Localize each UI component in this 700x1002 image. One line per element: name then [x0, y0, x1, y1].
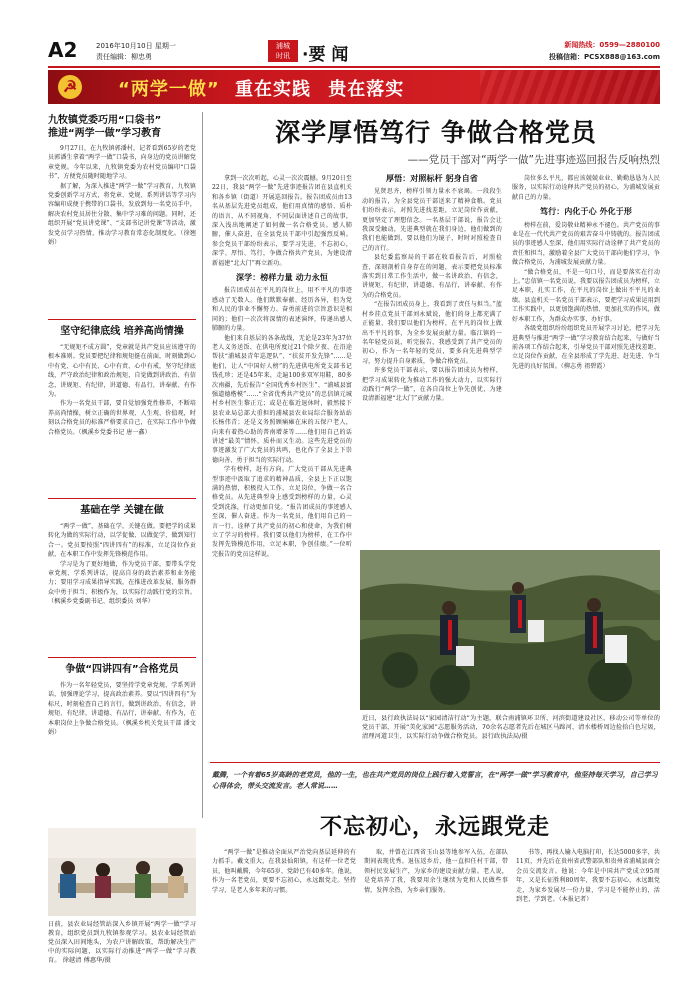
banner-decoration [480, 70, 660, 104]
news-hotline: 新闻热线：0599—2880100 [564, 41, 660, 49]
sidebar-2-title: 坚守纪律底线 培养高尚情操 [60, 326, 184, 337]
sidebar-article-3 [48, 504, 196, 652]
sidebar-article-1 [48, 114, 196, 314]
banner-slogan [118, 75, 404, 101]
sidebar-1-para: 据了解，为深入推进“两学一做”学习教育，九牧镇党委创新学习方式，将党章、党规、系列讲话等学习内容编印成便于携带的口袋书，发放到每一名党员手中，解决农村党员居住分散、集中学习难的问题。同时，还组织开展“党员讲党课”、“支部书记讲党课”等活动，激发党员学习热情，推动学习教育常态化制度化。（徐翘娟） [48, 182, 196, 247]
page-label: A2 [48, 38, 78, 62]
story-col-1 [212, 848, 356, 984]
sidebar-4-body [48, 681, 196, 751]
banner [48, 70, 660, 104]
main-paragraph: 报告团成员在平凡的岗位上，用不平凡的事迹感动了无数人。他们默默奉献、经历各异，但为党和人民的事业不懈努力、奋勇前进的宗旨意识是相同的；他们一次次将深情的表述演绎，传递出感人肺腑的力量。 [212, 287, 352, 333]
main-paragraph: 各级党组织纷纷组织党员开展学习讨论，把学习先进典型与推进“两学一做”学习教育结合起来，与做好当前各项工作结合起来，引导党员干部对照先进找差距、立足岗位作贡献，在全县形成了学先进、赶先进、争当先进的良好氛围。（柳志勇 祖碧霞） [512, 325, 660, 370]
main-paragraph: 他们来自基层的各条战线，无论是23年为37位老人义务送饭、在供电所度过21个除夕夜、在沿途帮扶“浦城县青年巡逻队”、“扶贫开发先锋”……是他们，让人“中国好人榜”的先进供电所党支部书记钱孔珍；还是45年来，走遍100多双军用鞋，80多次南疆，先后报告“全国优秀乡村医生”、“浦城县富强道德楷模”……“全省优秀共产党员”的忠信镇元城村乡村医生黎正元；或是在临近退休时，毅然接下县农业局总部大重担的浦城县农业局综合服务站站长杨伟青；还是义务照顾痛瘫在床的五保户老人，向来有着热心助的普南增茶等……他们用自己的话讲述“最美”情怀，质朴而又生动。这些先进党员的事迹激发了广大党员的共鸣，也化作了全县上下崇德向善、勇于担当的实际行动。 [212, 334, 352, 464]
main-paragraph: 县纪委监察局的干部在收看报告后，对照检查，深刻剖析自身存在的问题，表示要把党员标准落实到日常工作生活中，做一名讲政治、有信念，讲规矩、有纪律，讲道德、有品行，讲奉献、有作为的合格党员。 [362, 254, 502, 299]
section-name: ·要 闻 [302, 45, 349, 65]
sidebar-3-para: “两学一做”，基础在学，关键在做。要把学的成果转化为做的实际行动，以学促做、以做促学，做到知行合一。党员要按照“四讲四有”的标准，立足岗位作贡献，在本职工作中发挥先锋模范作用。 [48, 523, 196, 559]
sidebar-3-title: 基础在学 关键在做 [80, 505, 164, 516]
main-paragraph: “做合格党员，不是一句口号，而是要落实在行动上。”忠信镇一名党员说，我要以报告团成员为榜样，立足本职，扎实工作，在平凡的岗位上做出不平凡的业绩。县直机关一名党员干部表示，要把学习成果运用到工作实践中，以更加饱满的热情、更加扎实的作风，做好本职工作，为群众办实事、办好事。 [512, 268, 660, 323]
sidebar-1-body [48, 144, 196, 314]
main-paragraph: 见贤思齐，榜样引领力量永不衰竭。一段段生动的报告，为全县党员干部送来了精神食粮。党员们纷纷表示，对照先进找差距，立足岗位作贡献，更加坚定了理想信念。一名基层干部说，报告会让我深受触动，先进典型就在我们身边，他们做到的我们也能做到，要以他们为镜子，时时对照检查自己的言行。 [362, 188, 502, 252]
sidebar-2-body [48, 343, 196, 493]
main-paragraph: 许多党员干部表示，要以报告团成员为榜样，把学习成果转化为推动工作的强大动力，以实际行动践行“两学一做”，在各自岗位上争先创优，为建设清新福建“北大门”贡献力量。 [362, 367, 502, 403]
main-article-subtitle: ——党员干部对“两学一做”先进事迹巡回报告反响热烈 [407, 154, 660, 166]
training-photo-caption: 日前，县农业局经管站深入乡镇开展“两学一做”学习教育，组织党员到九牧镇参观学习。县农业局经管站党员深入田间地头，为农户讲解政策，帮助解决生产中的实际问题，以实际行动推进“两学一做”学习教育。 徐越清 傅惠华/摄 [48, 921, 196, 964]
banner-quote: “两学一做” [118, 79, 220, 100]
story-col-2 [364, 848, 508, 984]
story-paragraph: “两学一做”是推动全面从严治党向基层延伸的有力抓手。戴文重大，在我县仙阳镇，有这样一位老党员，他叫戴腾，今年65岁，党龄已有40多年。他说，作为一名老党员，更要不忘初心，永远跟党走。坚持学习，是老人多年来的习惯。 [212, 849, 356, 894]
story-paragraph: 取，并曾在江西省玉山县等地参军入伍，在部队期间表现优秀。退伍返乡后，他一直担任村干部，带领村民发展生产，为家乡的建设贡献力量。老人说，是党培养了我，我要用余生继续为党和人民做些事情，发挥余热，为乡亲们服务。 [364, 849, 508, 894]
sidebar-divider [48, 319, 196, 320]
volunteers-photo-art [360, 550, 660, 710]
story-col-3 [516, 848, 660, 984]
brand-bottom: 时讯 [276, 52, 290, 60]
sidebar-3-body [48, 522, 196, 652]
main-section-head: 笃行：内化于心 外化于形 [540, 207, 632, 217]
page-header [48, 38, 660, 66]
sidebar-divider [48, 657, 196, 658]
main-paragraph: 榜样在前，爱岗敬业精神永不褪色。共产党员的事业是在一代代共产党员的艰苦奋斗中铸就的。报告团成员的事迹感人至深，他们用实际行动诠释了共产党员的责任和担当，激励着全县广大党员干部向他们学习，争做合格党员，为浦城发展贡献力量。 [512, 221, 660, 267]
main-col-2 [362, 174, 502, 546]
sidebar-1-title-line1: 九牧镇党委巧用“口袋书” [48, 115, 162, 126]
main-paragraph: 学有榜样，赶有方向。广大党员干部从先进典型事迹中汲取了追求的精神品质，全县上下正以饱满的热情，积极投入工作，立足岗位，争做一名合格党员。从先进典型身上感受到榜样的力量，心灵受到洗涤，行动更加自觉。“报告团成员的事迹感人至深，催人奋进。作为一名党员，他们用自己的一言一行，诠释了共产党员的初心和使命，为我们树立了学习的榜样。我们要以他们为榜样，在工作中发挥先锋模范作用，立足本职，争创佳绩。”一位听完报告的党员这样说。 [212, 466, 352, 558]
main-col-3 [512, 174, 660, 546]
sidebar-4-para: 作为一名年轻党员，要坚持学党章党规、学系列讲话，加强理论学习，提高政治素养。要以“四讲四有”为标尺，时刻检查自己的言行，做到讲政治、有信念，讲规矩、有纪律，讲道德、有品行，讲奉献、有作为，在本职岗位上争做合格党员。（枫溪乡机关党员干部 潘文娟） [48, 682, 196, 737]
main-section-head: 厚悟：对照标杆 躬身自省 [386, 174, 478, 183]
main-article-title: 深学厚悟笃行 争做合格党员 [275, 118, 597, 147]
training-photo-art [48, 828, 196, 916]
sidebar-divider [48, 498, 196, 499]
brand-logo [268, 40, 298, 62]
volunteers-photo [360, 550, 660, 710]
main-section-head: 深学：榜样力量 动力永恒 [236, 273, 328, 283]
sidebar-2-para: “无规矩不成方圆”，党章就是共产党员应该遵守的根本准则。党员要把纪律和规矩挺在前面，时刻做到心中有党、心中有民、心中有责、心中有戒，坚守纪律底线，严守政治纪律和政治规矩，自觉做到讲政治、有信念，讲规矩、有纪律，讲道德、有品行，讲奉献、有作为。 [48, 344, 196, 399]
main-paragraph: 拿到一次次听起，心灵一次次震撼。9月20日至22日，我县“两学一做”先进事迹报告团在县直机关和各乡镇（街道）开展巡回报告。报告团成员由13名从基层先进党员组成，他们用真情的感悟、质朴的语言，从不同视角、不同层面讲述自己的故事，深入浅出地阐述了如何做一名合格党员。感人肺腑，催人奋进，在全县党员干部中引起强烈反响。参会党员干部纷纷表示，要学习先进，不忘初心，深学、厚悟、笃行，争做合格共产党员，为建设清新福建“北大门”再立新功。 [212, 175, 352, 267]
training-photo [48, 828, 196, 916]
story-paragraph: 书等，再找人输入电脑打印，长达5000多字，共11页，并先后在贵州省武警部队和贵州省浦城县商会会员交流发言。他说：今年是中国共产党成立95周年，又是长征胜利80周年，我要不忘初心，永远跟党走，为家乡发展尽一份力量，学习是不能停止的，活到老，学到老。（本报记者） [516, 849, 660, 904]
issue-date: 2016年10月10日 星期一 [96, 42, 176, 50]
sidebar-1-title-line2: 推进“两学一做”学习教育 [48, 128, 162, 139]
banner-right: 贵在落实 [328, 79, 405, 100]
intro-strip: 戴腾，一个有着65岁高龄的老党员，他的一生，也在共产党员的岗位上践行着入党誓言，在“两学一做”学习教育中，他坚持每天学习，自己学习心得体会，带头交流发言。老人常说…… [212, 771, 658, 790]
brand-top: 浦城 [276, 42, 290, 50]
party-emblem-icon: ☭ [58, 75, 82, 99]
editor-line: 责任编辑：柳忠勇 [96, 53, 152, 61]
sidebar-article-2 [48, 325, 196, 493]
column-divider [202, 112, 203, 818]
main-col-1 [212, 174, 352, 814]
left-sidebar [48, 112, 196, 818]
sidebar-3-para: 学习是为了更好地做，作为党员干部，要带头学党章党规、学系列讲话，提高自身的政治素养和业务能力；要用学习成果指导实践，在推进改革发展、服务群众中勇于担当、积极作为，以实际行动践行党的宗旨。（枫溪乡党委副书记、组织委员 刘华） [48, 560, 196, 606]
section-title: 要 闻 [308, 45, 349, 65]
submit-email: 投稿信箱：PCSX888@163.com [549, 53, 660, 61]
main-paragraph: 岗位多么平凡，都应该兢兢业业、勤勤恳恳为人民服务，以实际行动诠释共产党员的初心，为浦城发展贡献自己的力量。 [512, 175, 660, 201]
banner-mid: 重在实践 [234, 79, 311, 100]
sidebar-2-para: 作为一名党员干部，要自觉加强党性修养，不断培养高尚情操，树立正确的世界观、人生观、价值观，时刻以合格党员的标准严格要求自己，在实际工作中争做合格党员。（枫溪乡党委书记 唐一鑫） [48, 400, 196, 436]
sidebar-article-4 [48, 663, 196, 751]
sidebar-1-para: 9月27日，在九牧镇郭潘村，记者看到65岁的老党员郭潘生拿着“两学一做”口袋书，向身边的党员讲解党章党规。今年以来，九牧镇党委为农村党员编印“口袋书”，方便党员随时随地学习。 [48, 145, 196, 181]
sidebar-4-title: 争做“四讲四有”合格党员 [65, 664, 179, 675]
main-paragraph: “在报告团成员身上，我看到了责任与担当。”蓝村乡挂点党员干部刘永斌说，他们的身上都充满了正能量，我们要以他们为榜样，在平凡的岗位上做出不平凡的事，为全乡发展贡献力量。临江镇的一名年轻党员说，听完报告，我感受到了共产党员的初心，作为一名年轻的党员，要多向先进典型学习，努力提升自身素质，争做合格党员。 [362, 301, 502, 365]
volunteers-photo-caption: 近日，县行政执法局以“家园清洁行动”为主题，联合南浦镇环卫所、河滨街道建设社区、移动公司等单位的党员干部，开展“美化家园”志愿服务活动，70余名志愿者先后在城区马蹄河、清水楼桥周边捡拾白色垃圾，清理河道卫生，以实际行动争做合格党员。县行政执法局/摄 [362, 715, 660, 740]
intro-strip-rule-top [210, 762, 660, 763]
header-rule [48, 66, 660, 68]
story-title: 不忘初心，永远跟党走 [319, 815, 550, 840]
